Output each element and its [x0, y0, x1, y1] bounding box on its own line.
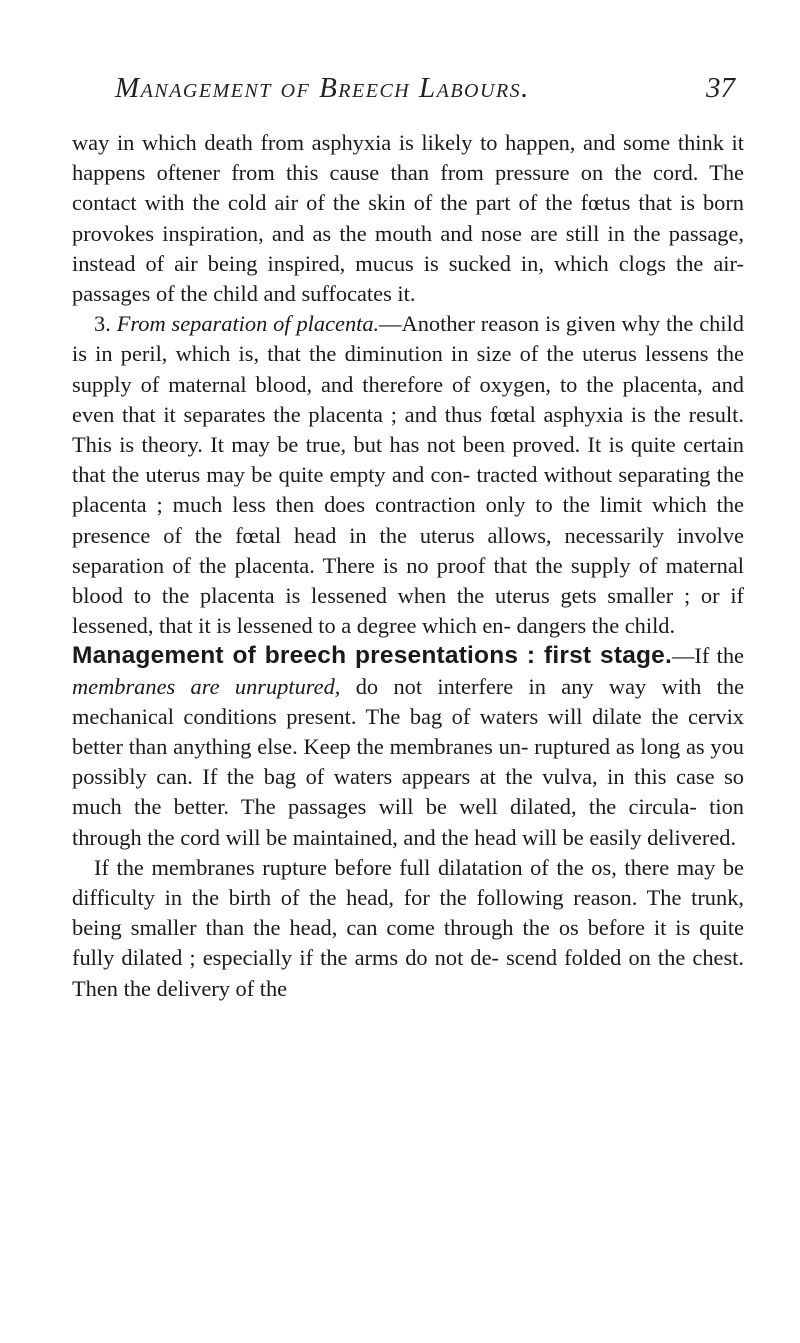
paragraph-breech-management — [72, 641, 744, 852]
section-number: 3. — [94, 311, 117, 337]
paragraph-membranes-rupture — [72, 853, 744, 1004]
paragraph-asphyxia — [72, 128, 744, 309]
section-heading: Management of breech presentations : first stage. — [72, 642, 673, 670]
paragraph-placenta-text: —Another reason is given why the child is in peril, which is, that the diminution in size of the uterus lessens the supply of maternal blood, and therefore of oxygen, to the placenta, and even that it separates the placenta ; and thus fœtal asphyxia is the result. This is theory. It may be true, but has not been proved. It is quite certain that the uterus may be quite empty and con- tracted without separating the placenta ; much less then does contraction only to the limit which the presence of the fœtal head in the uterus allows, necessarily involve separation of the placenta. There is no proof that the supply of maternal blood to the placenta is lessened when the uterus gets smaller ; or if lessened, that it is lessened to a degree which en- dangers the child. — [72, 311, 745, 639]
paragraph-breech-lead: —If the — [672, 643, 744, 669]
page-number: 37 — [706, 72, 735, 104]
membranes-italic: membranes are unruptured, — [72, 673, 341, 699]
running-title: Management of Breech Labours. — [115, 72, 530, 104]
running-head — [115, 72, 735, 112]
paragraph-rupture-text: If the membranes rupture before full dilatation of the os, there may be difficulty in the birth of the head, for the following reason. The trunk, being smaller than the head, can come through the os before it is quite fully dilated ; especially if the arms do not de- scend folded on the chest. Then the delivery of the — [72, 854, 744, 1001]
section-title-italic: From separation of placenta. — [116, 311, 380, 337]
paragraph-breech-text: do not interfere in any way with the mechanical conditions present. The bag of waters will dilate the cervix better than anything else. Keep the membranes un- ruptured as long as you possibly can. If the bag of waters appears at the vulva, in this case so much the better. The passages will be well dilated, the circula- tion through the cord will be maintained, and the head will be easily delivered. — [72, 673, 745, 850]
paragraph-placenta-separation — [72, 309, 744, 641]
paragraph-asphyxia-text: way in which death from asphyxia is likely to happen, and some think it happens oftener from this cause than from pressure on the cord. The contact with the cold air of the skin of the part of the fœtus that is born provokes inspiration, and as the mouth and nose are still in the passage, instead of air being inspired, mucus is sucked in, which clogs the air-passages of the child and suffocates it. — [72, 130, 744, 307]
body-text — [72, 128, 744, 1004]
